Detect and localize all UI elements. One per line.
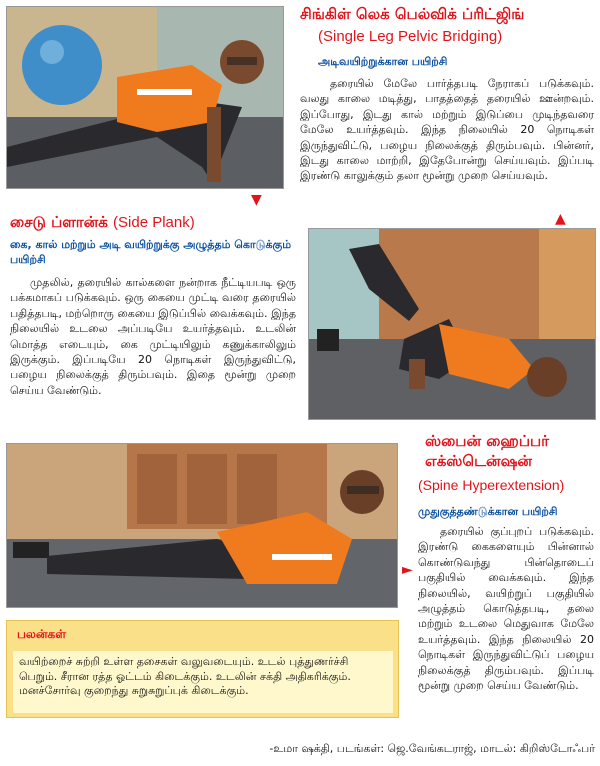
section1-subtitle: அடிவயிற்றுக்கான பயிற்சி	[318, 55, 448, 68]
spine-hyperextension-photo	[6, 443, 398, 608]
section3-title-ta-1: ஸ்பைன் ஹைப்பர்	[425, 432, 549, 450]
arrow-right-icon: ►	[402, 562, 413, 578]
section1-title-ta: சிங்கிள் லெக் பெல்விக் ப்ரிட்ஜிங்	[300, 5, 525, 23]
section3-subtitle: முதுகுத்தண்டுக்கான பயிற்சி	[418, 505, 558, 518]
arrow-down-icon: ▼	[251, 192, 262, 208]
section1-title-en: (Single Leg Pelvic Bridging)	[318, 28, 503, 45]
benefits-heading: பலன்கள்	[17, 627, 67, 641]
section3-body: தரையில் குப்புறப் படுக்கவும். இரண்டு கைகளையும் பின்னால் கொண்டுவந்து பின்தொடைப் பகுதியில் வைக்கவும். இந்த நிலையில், வயிற்றுப் பகுதியில் அழுத்தம் கொடுத்தபடி, தலை மற்றும் உடலை மெதுவாக மேலே உயர்த்தவும். இந்த நிலையில் 20 நொடிகள் இருந்துவிட்டுப் பழைய நிலைக்குத் திரும்பவும். இப்படி மூன்று முறை செய்ய வேண்டும்.	[418, 525, 594, 693]
section1-body: தரையில் மேலே பார்த்தபடி நேராகப் படுக்கவும். வலது காலை மடித்து, பாதத்தைத் தரையில் ஊன்றவும். இப்போது, இடது கால் மற்றும் இடுப்பை முடிந்தவரை மேலே உயர்த்தவும். இந்த நிலையில் 20 நொடிகள் இருந்துவிட்டு, பழைய நிலைக்குத் திரும்பவும். பின்னர், இடது காலை மாற்றி, இதேபோன்று செய்யவும். இப்படி இரண்டு காலுக்கும் தலா மூன்று முறை செய்யவும்.	[300, 77, 594, 183]
side-plank-photo	[6, 6, 284, 189]
section2-body: முதலில், தரையில் கால்களை நன்றாக நீட்டியபடி ஒரு பக்கமாகப் படுக்கவும். ஒரு கையை முட்டி வரை தரையில் பதித்தபடி, மற்றொரு கையை இடுப்பில் வைக்கவும். இந்த நிலையில் உடலை அப்படியே உயர்த்தவும். உடலின் மொத்த எடையும், கை முட்டியிலும் கணுக்காலிலும் இருக்கும். இப்படியே 20 நொடிகள் இருந்துவிட்டு, பழைய நிலைக்குத் திரும்பவும். இதை மூன்று முறை செய்ய வேண்டும்.	[10, 276, 296, 397]
credit-line: -உமா ஷக்தி, படங்கள்: ஜெ.வேங்கடராஜ், மாடல்: கிறிஸ்டோஃபர்	[269, 742, 595, 755]
section2-subtitle: கை, கால் மற்றும் அடி வயிற்றுக்கு அழுத்தம் கொடுக்கும் பயிற்சி	[10, 238, 292, 266]
section3-title-ta-2: எக்ஸ்டென்ஷன்	[425, 452, 532, 470]
benefits-body: வயிற்றைச் சுற்றி உள்ள தசைகள் வலுவடையும். உடல் புத்துணர்ச்சி பெறும். சீரான ரத்த ஓட்டம் கிடைக்கும். உடலின் சக்தி அதிகரிக்கும். மனச்சோர்வு குறைந்து சுறுசுறுப்புக் கிடைக்கும்.	[13, 651, 393, 713]
pelvic-bridging-photo	[308, 228, 596, 420]
section2-title-ta: சைடு ப்ளான்க்	[10, 213, 108, 231]
section2-title	[10, 214, 300, 231]
section3-title-en: (Spine Hyperextension)	[418, 477, 565, 493]
section2-title-en: (Side Plank)	[113, 214, 195, 231]
arrow-up-icon: ▲	[555, 211, 566, 227]
benefits-box	[6, 620, 399, 718]
